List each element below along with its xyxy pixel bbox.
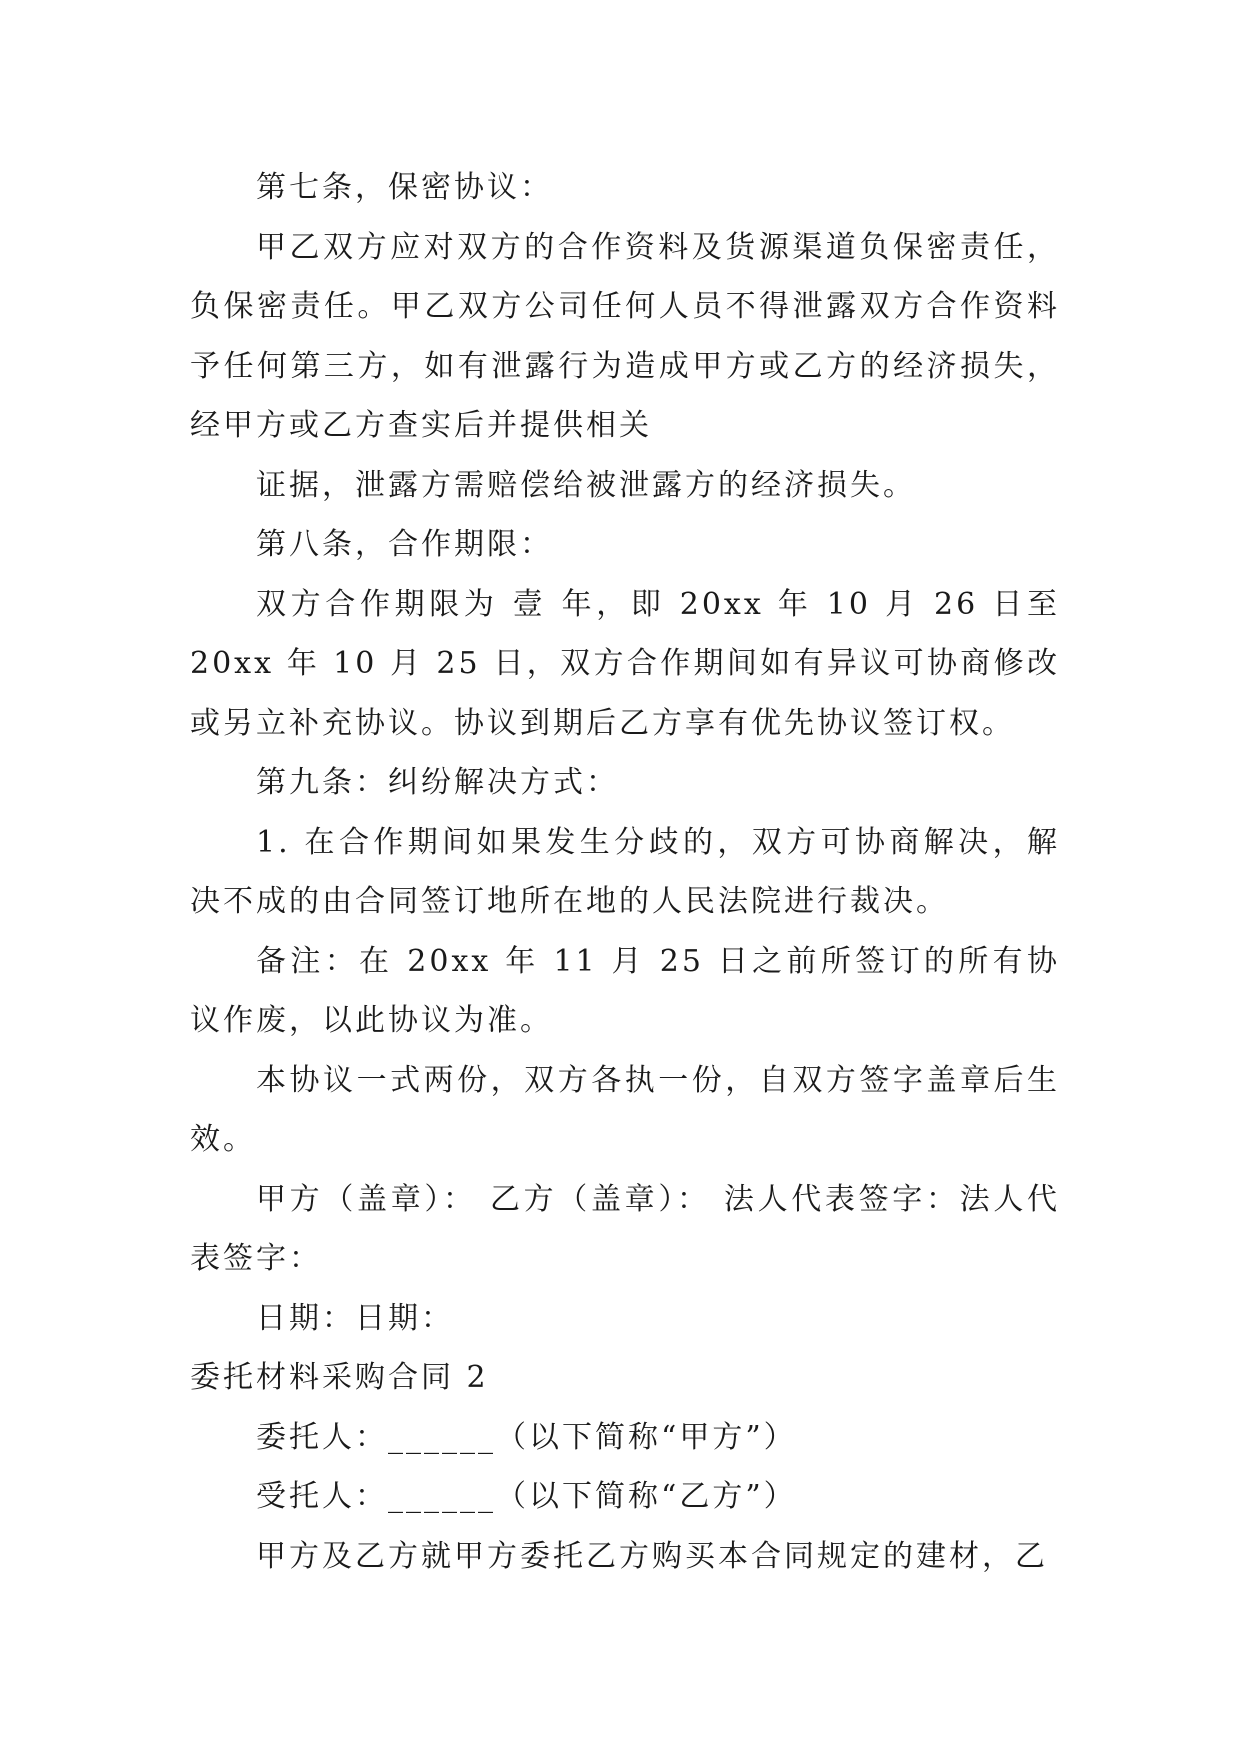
article-9-item-1: 1. 在合作期间如果发生分歧的，双方可协商解决，解决不成的由合同签订地所在地的人民法院进行裁决。 <box>190 824 1060 919</box>
article-8-heading: 第八条，合作期限： <box>256 527 553 562</box>
article-7-heading: 第七条，保密协议： <box>256 170 553 205</box>
document-body <box>190 158 1060 1586</box>
remark-paragraph: 备注：在 20xx 年 11 月 25 日之前所签订的所有协议作废，以此协议为准。 <box>190 943 1060 1038</box>
article-8-body: 双方合作期限为 壹 年，即 20xx 年 10 月 26 日至 20xx 年 10 月 25 日，双方合作期间如有异议可协商修改或另立补充协议。协议到期后乙方享有优先协议签订权。 <box>190 586 1060 741</box>
article-7-evidence: 证据，泄露方需赔偿给被泄露方的经济损失。 <box>256 467 916 503</box>
contract-2-intro: 甲方及乙方就甲方委托乙方购买本合同规定的建材，乙 <box>256 1538 1048 1574</box>
contract-2-title: 委托材料采购合同 2 <box>190 1360 489 1395</box>
date-line: 日期：日期： <box>256 1300 454 1336</box>
principal-line: 委托人：______（以下简称“甲方”） <box>256 1419 797 1455</box>
agent-line: 受托人：______（以下简称“乙方”） <box>256 1479 797 1514</box>
article-7-body: 甲乙双方应对双方的合作资料及货源渠道负保密责任，负保密责任。甲乙双方公司任何人员不得泄露双方合作资料予任何第三方，如有泄露行为造成甲方或乙方的经济损失，经甲方或乙方查实后并提供相关 <box>190 229 1060 443</box>
signature-line: 甲方（盖章）： 乙方（盖章）： 法人代表签字：法人代表签字： <box>190 1181 1060 1276</box>
article-9-heading: 第九条：纠纷解决方式： <box>256 765 619 800</box>
copies-paragraph: 本协议一式两份，双方各执一份，自双方签字盖章后生效。 <box>190 1062 1060 1157</box>
